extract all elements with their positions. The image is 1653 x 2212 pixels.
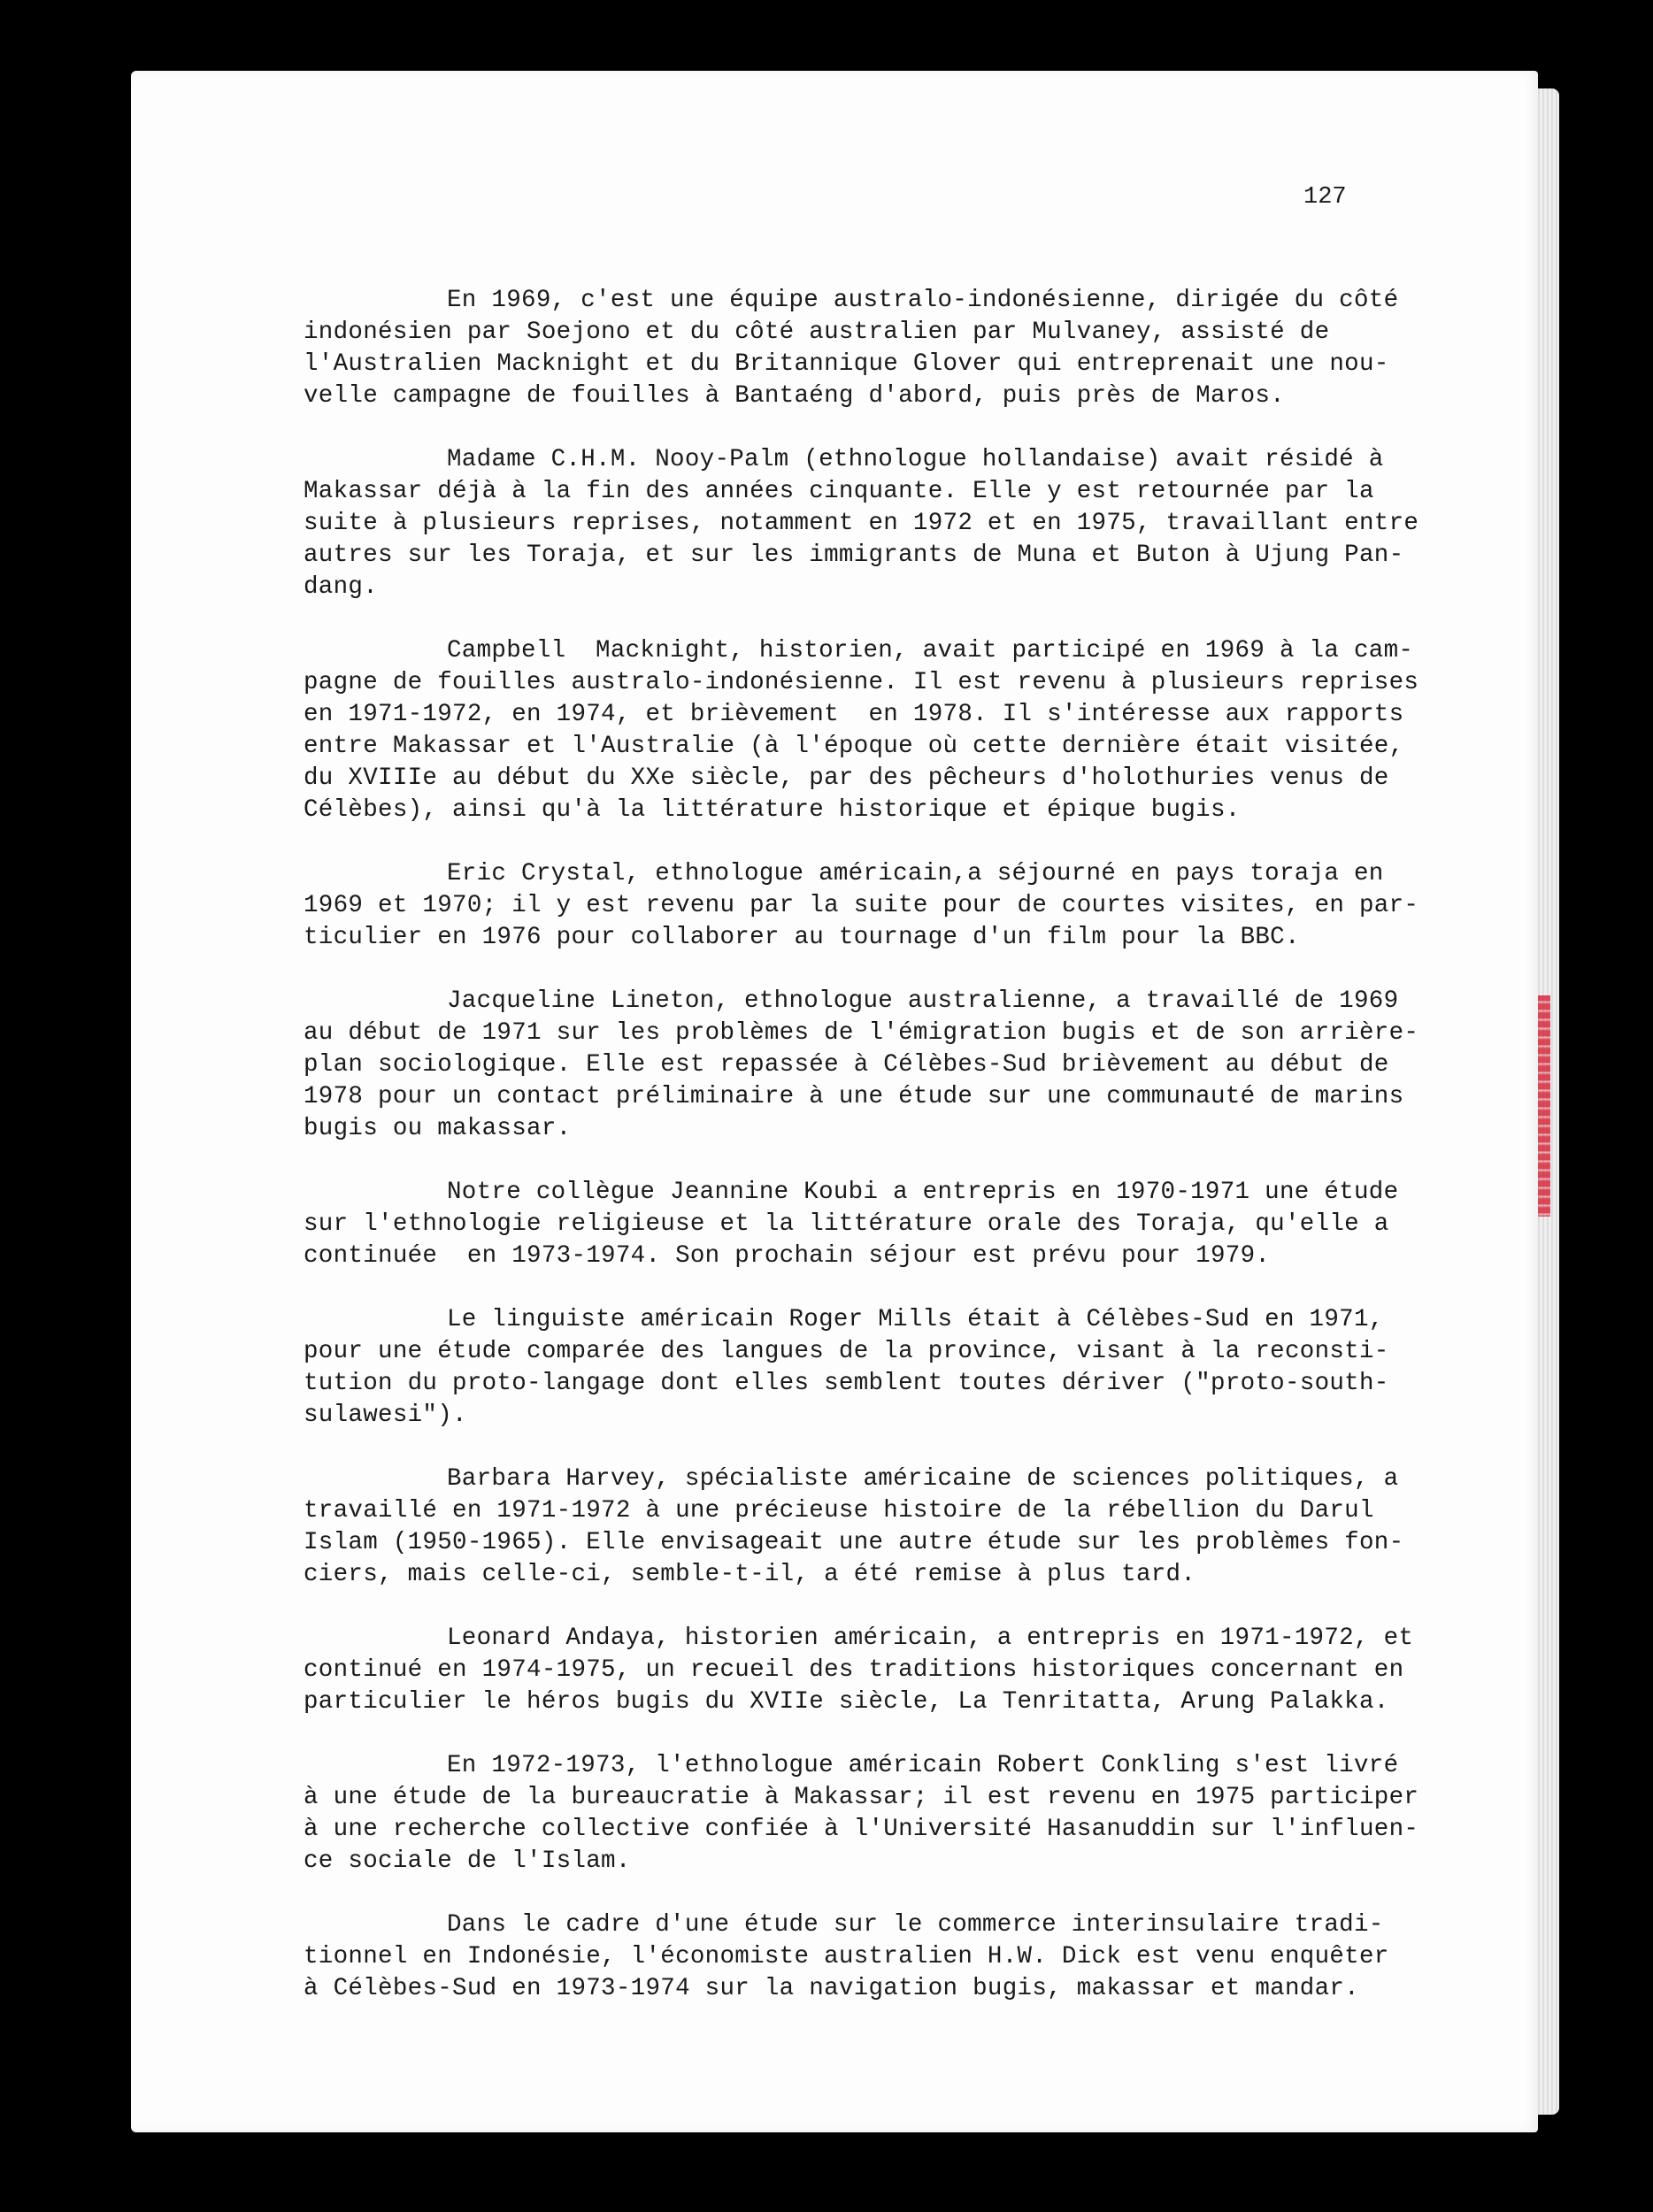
text-line: ce sociale de l'Islam.: [304, 1847, 631, 1875]
text-line: Dans le cadre d'une étude sur le commerce interinsulaire tradi-: [447, 1911, 1384, 1939]
text-line: continuée en 1973-1974. Son prochain séjour est prévu pour 1979.: [304, 1242, 1271, 1270]
text-line: Leonard Andaya, historien américain, a entrepris en 1971-1972, et: [447, 1624, 1414, 1652]
text-line: Makassar déjà à la fin des années cinquante. Elle y est retournée par la: [304, 478, 1374, 505]
text-line: indonésien par Soejono et du côté australien par Mulvaney, assisté de: [304, 319, 1330, 346]
text-line: suite à plusieurs reprises, notamment en 1972 et en 1975, travaillant entre: [304, 510, 1419, 537]
text-line: Jacqueline Lineton, ethnologue australienne, a travaillé de 1969: [447, 987, 1399, 1015]
text-line: bugis ou makassar.: [304, 1115, 572, 1142]
text-line: dang.: [304, 573, 379, 601]
text-line: au début de 1971 sur les problèmes de l'émigration bugis et de son arrière-: [304, 1019, 1419, 1047]
text-line: sur l'ethnologie religieuse et la littérature orale des Toraja, qu'elle a: [304, 1210, 1389, 1238]
paragraph: [304, 1623, 1414, 1718]
text-line: Barbara Harvey, spécialiste américaine de sciences politiques, a: [447, 1465, 1399, 1493]
text-line: travaillé en 1971-1972 à une précieuse histoire de la rébellion du Darul: [304, 1497, 1374, 1525]
text-line: plan sociologique. Elle est repassée à Célèbes-Sud brièvement au début de: [304, 1051, 1389, 1079]
text-line: ticulier en 1976 pour collaborer au tournage d'un film pour la BBC.: [304, 924, 1300, 951]
text-line: Le linguiste américain Roger Mills était à Célèbes-Sud en 1971,: [447, 1306, 1384, 1333]
text-line: 1978 pour un contact préliminaire à une étude sur une communauté de marins: [304, 1083, 1404, 1110]
text-line: Notre collègue Jeannine Koubi a entrepris en 1970-1971 une étude: [447, 1179, 1399, 1206]
paragraph: [304, 1304, 1401, 1432]
paragraph: [304, 635, 1419, 826]
text-line: du XVIIIe au début du XXe siècle, par des pêcheurs d'holothuries venus de: [304, 764, 1389, 792]
text-line: velle campagne de fouilles à Bantaéng d'abord, puis près de Maros.: [304, 382, 1285, 410]
text-line: Islam (1950-1965). Elle envisageait une autre étude sur les problèmes fon-: [304, 1529, 1404, 1556]
text-line: pagne de fouilles australo-indonésienne. Il est revenu à plusieurs reprises: [304, 669, 1419, 696]
text-line: à une recherche collective confiée à l'Université Hasanuddin sur l'influen-: [304, 1816, 1419, 1843]
text-line: entre Makassar et l'Australie (à l'époque où cette dernière était visitée,: [304, 733, 1404, 760]
paragraph: [304, 986, 1419, 1145]
paragraph: [304, 858, 1419, 954]
paragraph: [304, 285, 1401, 412]
text-line: l'Australien Macknight et du Britannique Glover qui entreprenait une nou-: [304, 350, 1389, 378]
text-line: à Célèbes-Sud en 1973-1974 sur la navigation bugis, makassar et mandar.: [304, 1975, 1359, 2002]
text-line: Célèbes), ainsi qu'à la littérature historique et épique bugis.: [304, 796, 1241, 824]
text-line: En 1972-1973, l'ethnologue américain Robert Conkling s'est livré: [447, 1752, 1399, 1779]
page-text-body: [304, 285, 1419, 2037]
paragraph: [304, 1909, 1401, 2005]
text-line: continué en 1974-1975, un recueil des traditions historiques concernant en: [304, 1656, 1404, 1684]
text-line: autres sur les Toraja, et sur les immigrants de Muna et Buton à Ujung Pan-: [304, 541, 1404, 569]
text-line: sulawesi").: [304, 1402, 467, 1429]
text-line: Campbell Macknight, historien, avait participé en 1969 à la cam-: [447, 637, 1414, 664]
text-line: En 1969, c'est une équipe australo-indonésienne, dirigée du côté: [447, 287, 1399, 314]
text-line: en 1971-1972, en 1974, et brièvement en 1978. Il s'intéresse aux rapports: [304, 701, 1404, 728]
paragraph: [304, 1750, 1419, 1878]
paragraph: [304, 1463, 1404, 1591]
paragraph: [304, 444, 1419, 603]
text-line: particulier le héros bugis du XVIIe siècle, La Tenritatta, Arung Palakka.: [304, 1688, 1389, 1716]
text-line: ciers, mais celle-ci, semble-t-il, a été remise à plus tard.: [304, 1561, 1196, 1588]
paragraph: [304, 1177, 1401, 1272]
text-line: tionnel en Indonésie, l'économiste australien H.W. Dick est venu enquêter: [304, 1943, 1389, 1970]
page-number: 127: [1303, 184, 1347, 211]
text-line: pour une étude comparée des langues de la province, visant à la reconsti-: [304, 1338, 1389, 1365]
text-line: Eric Crystal, ethnologue américain,a séjourné en pays toraja en: [447, 860, 1384, 887]
text-line: 1969 et 1970; il y est revenu par la suite pour de courtes visites, en par-: [304, 892, 1419, 919]
text-line: tution du proto-langage dont elles semblent toutes dériver ("proto-south-: [304, 1370, 1389, 1397]
text-line: à une étude de la bureaucratie à Makassar; il est revenu en 1975 participer: [304, 1784, 1419, 1811]
text-line: Madame C.H.M. Nooy-Palm (ethnologue hollandaise) avait résidé à: [447, 446, 1384, 473]
